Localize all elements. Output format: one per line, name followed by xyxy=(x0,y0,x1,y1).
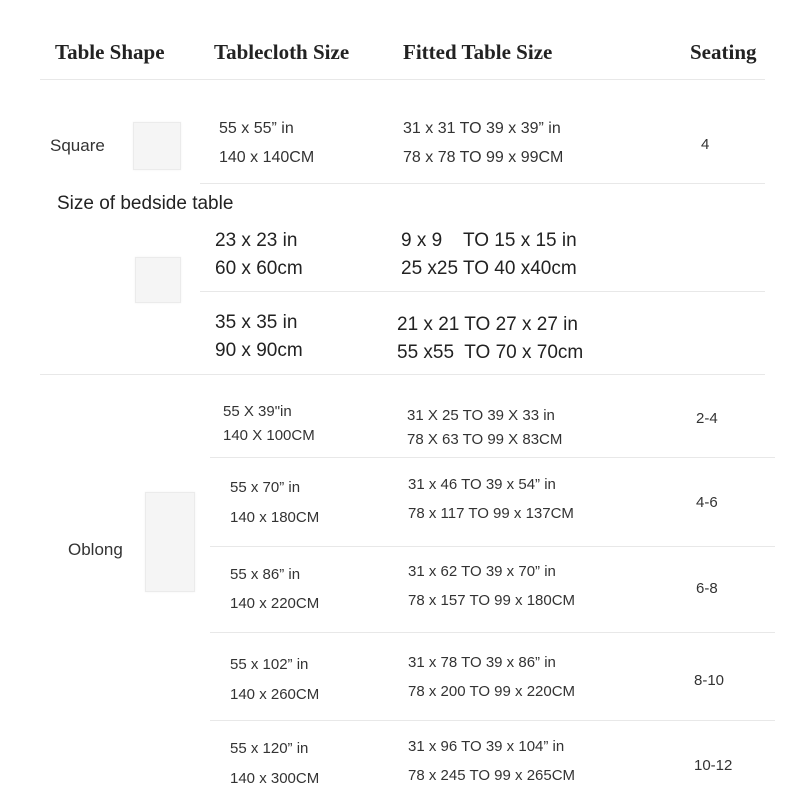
oblong-row1-seating: 2-4 xyxy=(696,410,718,427)
oblong-row1-fitted-cm: 78 X 63 TO 99 X 83CM xyxy=(407,431,563,448)
oblong-row2-cloth-cm: 140 x 180CM xyxy=(230,509,320,526)
oblong-row1-cloth-inches: 55 X 39"in xyxy=(223,403,292,420)
oblong-row5-cloth-inches: 55 x 120” in xyxy=(230,740,309,757)
bedside-row-divider xyxy=(200,291,765,292)
oblong-row3-fitted-cm: 78 x 157 TO 99 x 180CM xyxy=(408,592,576,609)
square-shape-label: Square xyxy=(50,136,105,155)
bedside-table-swatch xyxy=(135,257,181,303)
oblong-shape-label: Oblong xyxy=(68,540,123,559)
oblong-row1-fitted-inches: 31 X 25 TO 39 X 33 in xyxy=(407,407,555,424)
square-cloth-inches: 55 x 55” in xyxy=(219,120,294,137)
oblong-divider-2 xyxy=(210,546,775,547)
header-fitted-table-size: Fitted Table Size xyxy=(403,40,553,64)
oblong-row3-cloth-cm: 140 x 220CM xyxy=(230,595,320,612)
square-cloth-cm: 140 x 140CM xyxy=(219,149,315,166)
bedside-row2-cloth-cm: 90 x 90cm xyxy=(215,340,303,361)
oblong-row4-fitted-cm: 78 x 200 TO 99 x 220CM xyxy=(408,683,576,700)
square-table-swatch xyxy=(133,122,181,170)
oblong-row2-seating: 4-6 xyxy=(696,494,718,511)
bedside-row1-fitted-inches: 9 x 9 TO 15 x 15 in xyxy=(401,230,577,251)
square-seating: 4 xyxy=(701,136,710,153)
oblong-divider-4 xyxy=(210,720,775,721)
oblong-row2-fitted-cm: 78 x 117 TO 99 x 137CM xyxy=(408,505,574,522)
oblong-row4-cloth-cm: 140 x 260CM xyxy=(230,686,320,703)
oblong-row5-cloth-cm: 140 x 300CM xyxy=(230,770,320,787)
oblong-row2-fitted-inches: 31 x 46 TO 39 x 54” in xyxy=(408,476,556,493)
header-seating: Seating xyxy=(690,40,757,64)
oblong-row4-seating: 8-10 xyxy=(694,672,725,689)
oblong-row4-cloth-inches: 55 x 102” in xyxy=(230,656,309,673)
bedside-divider xyxy=(40,374,765,375)
oblong-row5-fitted-cm: 78 x 245 TO 99 x 265CM xyxy=(408,767,576,784)
bedside-row2-fitted-cm: 55 x55 TO 70 x 70cm xyxy=(397,342,584,363)
oblong-row5-seating: 10-12 xyxy=(694,757,733,774)
oblong-row2-cloth-inches: 55 x 70” in xyxy=(230,479,301,496)
oblong-row1-cloth-cm: 140 X 100CM xyxy=(223,427,315,444)
header-divider xyxy=(40,79,765,80)
bedside-row1-fitted-cm: 25 x25 TO 40 x40cm xyxy=(401,258,577,279)
oblong-row4-fitted-inches: 31 x 78 TO 39 x 86” in xyxy=(408,654,556,671)
bedside-row1-cloth-cm: 60 x 60cm xyxy=(215,258,303,279)
bedside-row2-cloth-inches: 35 x 35 in xyxy=(215,312,298,333)
bedside-section-title: Size of bedside table xyxy=(57,193,234,214)
oblong-row3-seating: 6-8 xyxy=(696,580,718,597)
oblong-divider-1 xyxy=(210,457,775,458)
oblong-divider-3 xyxy=(210,632,775,633)
header-table-shape: Table Shape xyxy=(55,40,165,64)
bedside-row2-fitted-inches: 21 x 21 TO 27 x 27 in xyxy=(397,314,578,335)
oblong-row5-fitted-inches: 31 x 96 TO 39 x 104” in xyxy=(408,738,565,755)
square-fitted-cm: 78 x 78 TO 99 x 99CM xyxy=(403,149,564,166)
square-divider xyxy=(200,183,765,184)
bedside-row1-cloth-inches: 23 x 23 in xyxy=(215,230,298,251)
oblong-row3-fitted-inches: 31 x 62 TO 39 x 70” in xyxy=(408,563,556,580)
header-tablecloth-size: Tablecloth Size xyxy=(214,40,350,64)
oblong-table-swatch xyxy=(145,492,195,592)
square-fitted-inches: 31 x 31 TO 39 x 39” in xyxy=(403,120,561,137)
oblong-row3-cloth-inches: 55 x 86” in xyxy=(230,566,301,583)
